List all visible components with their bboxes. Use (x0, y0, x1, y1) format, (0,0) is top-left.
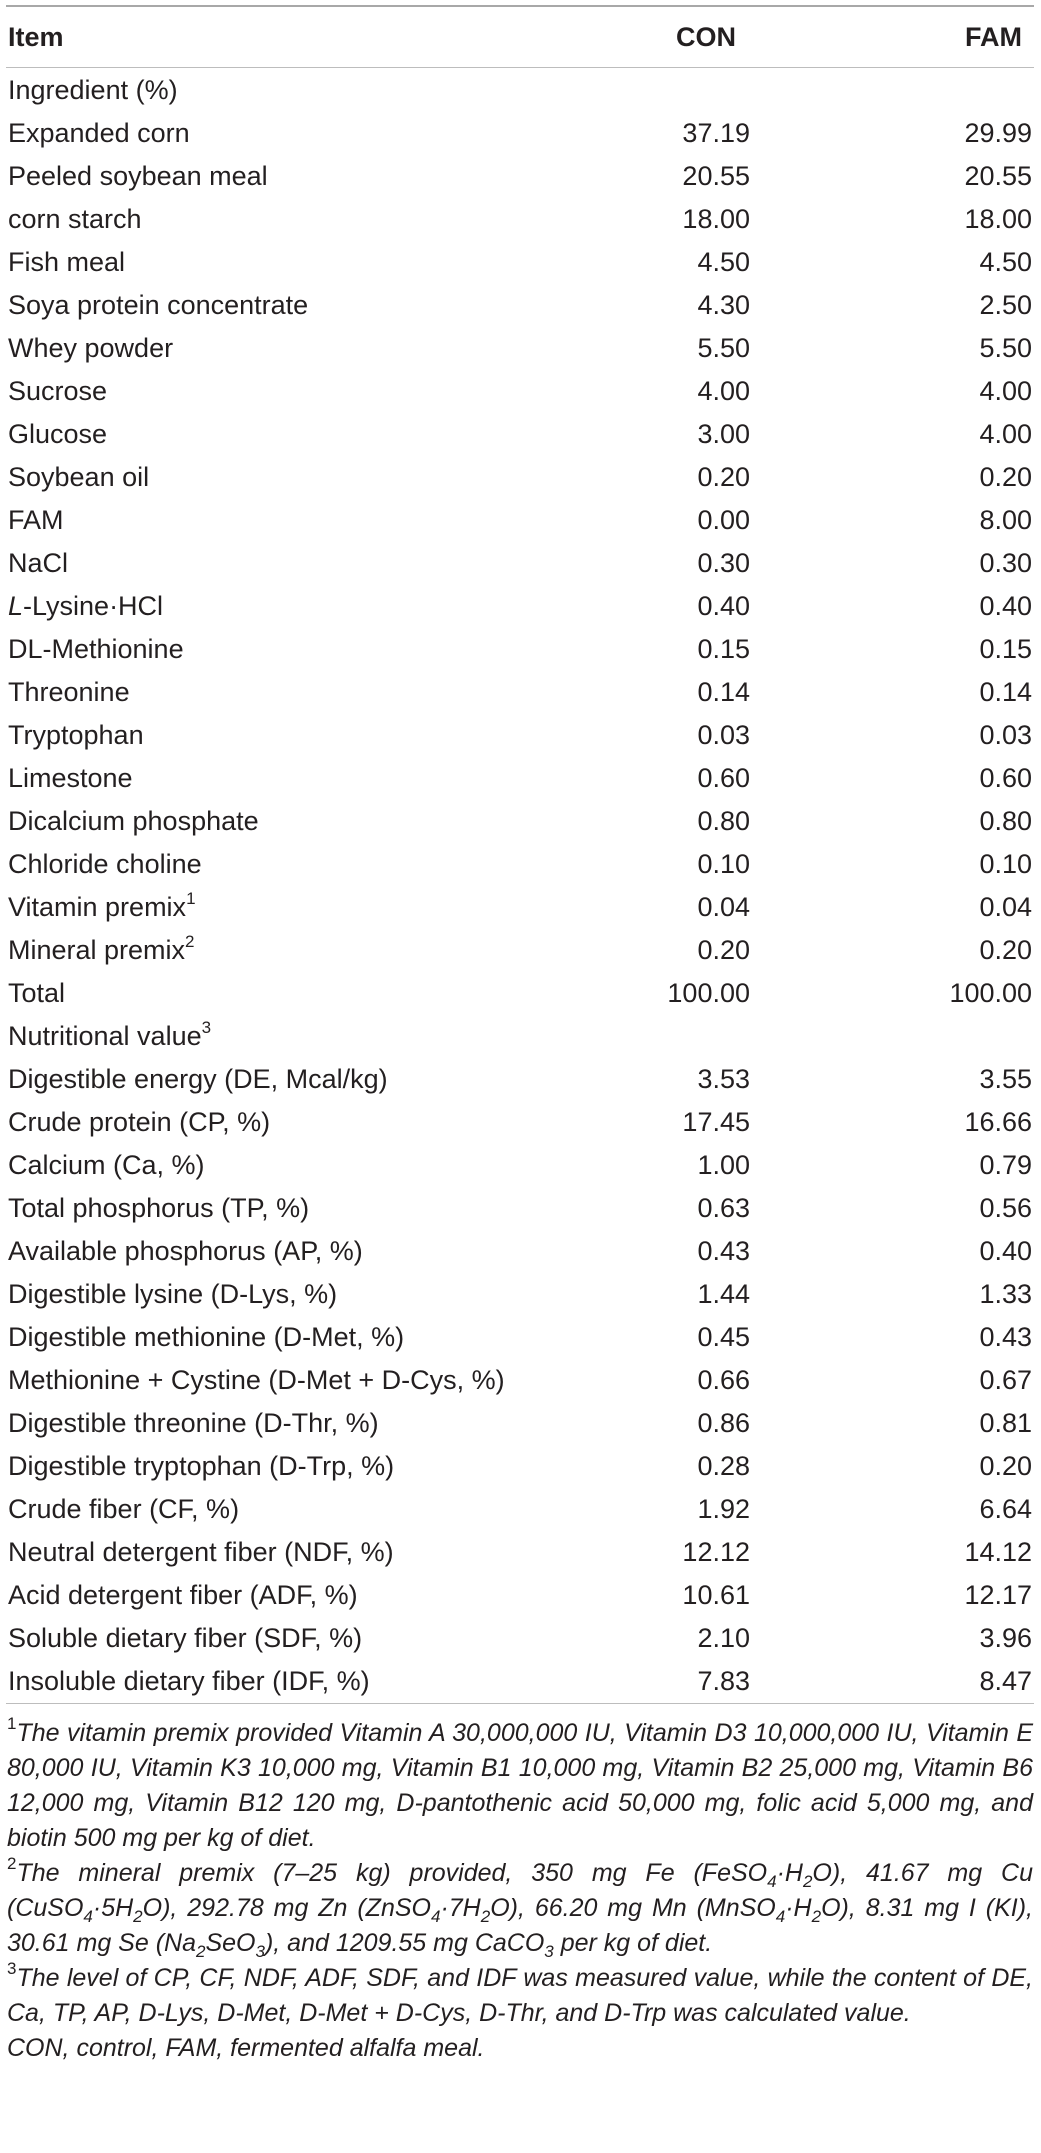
row-item-label: Glucose (8, 419, 108, 449)
row-fam-value: 0.80 (979, 806, 1033, 836)
row-fam-value: 18.00 (964, 204, 1033, 234)
subscript: 3 (255, 1942, 265, 1961)
subscript: 4 (775, 1907, 786, 1926)
section-row-nutritional (6, 1015, 1034, 1058)
row-item-name (6, 1402, 606, 1445)
table-row (6, 585, 1034, 628)
row-con-value: 10.61 (682, 1580, 750, 1610)
row-item-name (6, 1187, 606, 1230)
row-item-name (6, 1617, 606, 1660)
footnote-1-marker: 1 (7, 1713, 17, 1733)
diet-composition-table (6, 7, 1034, 67)
row-item-name (6, 671, 606, 714)
row-item-label: Soluble dietary fiber (SDF, %) (8, 1623, 363, 1653)
row-item-name (6, 1359, 606, 1402)
row-con-value: 0.66 (697, 1365, 750, 1395)
table-row (6, 499, 1034, 542)
row-con-value: 20.55 (682, 161, 750, 191)
row-fam-value: 0.81 (979, 1408, 1033, 1438)
row-con-value: 3.53 (697, 1064, 750, 1094)
footnote-ref: 1 (186, 889, 196, 908)
row-item-label: Total (8, 978, 66, 1008)
row-item-name (6, 370, 606, 413)
row-item-name (6, 585, 606, 628)
row-item-label: Soya protein concentrate (8, 290, 309, 320)
table-row (6, 628, 1034, 671)
table-row (6, 1574, 1034, 1617)
row-con-value: 0.28 (697, 1451, 750, 1481)
subscript: 4 (767, 1872, 777, 1891)
table-row (6, 800, 1034, 843)
row-item-name (6, 327, 606, 370)
row-item-label: Soybean oil (8, 462, 150, 492)
table-row (6, 1445, 1034, 1488)
table-row (6, 1660, 1034, 1703)
row-item-label: Neutral detergent fiber (NDF, %) (8, 1537, 394, 1567)
row-item-name (6, 499, 606, 542)
table-row (6, 1058, 1034, 1101)
row-fam-value: 0.30 (979, 548, 1033, 578)
row-fam-value: 0.04 (979, 892, 1033, 922)
row-item-name (6, 284, 606, 327)
row-item-name (6, 241, 606, 284)
section-label-text: Nutritional value (8, 1021, 202, 1051)
row-item-label: Chloride choline (8, 849, 202, 879)
row-con-value: 18.00 (682, 204, 750, 234)
row-con-value: 0.43 (697, 1236, 750, 1266)
row-con-value: 0.30 (697, 548, 750, 578)
row-con-value: 0.00 (697, 505, 750, 535)
row-item-name (6, 714, 606, 757)
row-con-value: 37.19 (682, 118, 750, 148)
table-row (6, 327, 1034, 370)
row-con-value: 0.10 (697, 849, 750, 879)
footnote-2-text-a: The mineral premix (7–25 kg) provided, 350 mg Fe (FeSO (16, 1859, 768, 1887)
row-con-value: 0.86 (697, 1408, 750, 1438)
row-con-value: 4.00 (697, 376, 750, 406)
row-con-value: 0.80 (697, 806, 750, 836)
row-item-label: Available phosphorus (AP, %) (8, 1236, 363, 1266)
footnote-2-marker: 2 (7, 1853, 17, 1873)
footnote-2-text-f: ·7H (440, 1894, 481, 1922)
row-item-label: -Lysine·HCl (23, 591, 164, 621)
row-fam-value: 3.55 (979, 1064, 1033, 1094)
row-con-value: 0.03 (697, 720, 750, 750)
table-row (6, 198, 1034, 241)
row-item-label: Vitamin premix (8, 892, 187, 922)
row-con-value: 0.60 (697, 763, 750, 793)
row-item-name (6, 1445, 606, 1488)
row-item-name (6, 155, 606, 198)
row-con-value: 100.00 (667, 978, 750, 1008)
row-item-name (6, 413, 606, 456)
row-fam-value: 14.12 (964, 1537, 1033, 1567)
subscript: 2 (811, 1907, 822, 1926)
row-item-name (6, 1058, 606, 1101)
row-fam-value: 5.50 (979, 333, 1033, 363)
abbreviations-note: CON, control, FAM, fermented alfalfa meal. (7, 2034, 485, 2062)
row-item-name (6, 1660, 606, 1703)
table-row (6, 1359, 1034, 1402)
row-item-label: Methionine + Cystine (D-Met + D-Cys, %) (8, 1365, 505, 1395)
row-item-label: FAM (8, 505, 64, 535)
table-container (6, 5, 1034, 2066)
table-row (6, 1402, 1034, 1445)
row-item-name (6, 1488, 606, 1531)
table-row (6, 370, 1034, 413)
row-item-name (6, 1144, 606, 1187)
row-fam-value: 4.00 (979, 376, 1033, 406)
row-item-label: Digestible lysine (D-Lys, %) (8, 1279, 338, 1309)
table-row (6, 886, 1034, 929)
footnote-1 (7, 1713, 1033, 1856)
row-item-label: Limestone (8, 763, 133, 793)
table-row (6, 1144, 1034, 1187)
row-item-label: Whey powder (8, 333, 174, 363)
row-con-value: 2.10 (697, 1623, 750, 1653)
table-row (6, 1316, 1034, 1359)
table-row (6, 456, 1034, 499)
row-fam-value: 0.03 (979, 720, 1033, 750)
row-item-name (6, 198, 606, 241)
footnotes (6, 1713, 1033, 2066)
row-item-label: Sucrose (8, 376, 108, 406)
footnote-2-text-k: ), and 1209.55 mg CaCO (264, 1929, 545, 1957)
row-con-value: 0.20 (697, 935, 750, 965)
row-fam-value: 16.66 (964, 1107, 1033, 1137)
table-row (6, 1230, 1034, 1273)
row-con-value: 4.30 (697, 290, 750, 320)
table-row (6, 1531, 1034, 1574)
row-item-label: Digestible methionine (D-Met, %) (8, 1322, 405, 1352)
table-row (6, 757, 1034, 800)
row-item-label: Total phosphorus (TP, %) (8, 1193, 310, 1223)
table-row (6, 413, 1034, 456)
row-item-label: Mineral premix (8, 935, 186, 965)
row-item-name (6, 456, 606, 499)
footnote-3 (7, 1958, 1033, 2031)
row-item-label: Digestible threonine (D-Thr, %) (8, 1408, 379, 1438)
row-fam-value: 0.10 (979, 849, 1033, 879)
row-item-name (6, 1574, 606, 1617)
row-item-name (6, 1531, 606, 1574)
row-con-value: 5.50 (697, 333, 750, 363)
row-fam-value: 0.20 (979, 935, 1033, 965)
row-item-name (6, 1101, 606, 1144)
header-fam: FAM (965, 21, 1022, 52)
row-item-name (6, 972, 606, 1015)
section-label-nutritional (6, 1015, 1034, 1058)
row-item-label: Crude fiber (CF, %) (8, 1494, 240, 1524)
row-item-label: DL-Methionine (8, 634, 184, 664)
table-row (6, 1187, 1034, 1230)
subscript: 2 (196, 1942, 206, 1961)
row-fam-value: 0.43 (979, 1322, 1033, 1352)
table-row (6, 1617, 1034, 1660)
row-item-label: Tryptophan (8, 720, 144, 750)
table-row (6, 155, 1034, 198)
row-item-label: Digestible tryptophan (D-Trp, %) (8, 1451, 395, 1481)
row-fam-value: 0.20 (979, 1451, 1033, 1481)
table-row (6, 714, 1034, 757)
row-fam-value: 0.40 (979, 1236, 1033, 1266)
footnote-2-text-b: ·H (776, 1859, 803, 1887)
row-fam-value: 100.00 (949, 978, 1033, 1008)
footnote-ref: 2 (185, 932, 195, 951)
table-row (6, 1101, 1034, 1144)
row-con-value: 0.20 (697, 462, 750, 492)
row-item-name (6, 1230, 606, 1273)
row-con-value: 0.40 (697, 591, 750, 621)
row-item-label: NaCl (8, 548, 69, 578)
row-fam-value: 12.17 (964, 1580, 1033, 1610)
row-fam-value: 0.56 (979, 1193, 1033, 1223)
row-fam-value: 0.79 (979, 1150, 1033, 1180)
row-con-value: 12.12 (682, 1537, 750, 1567)
section-label-ingredient: Ingredient (%) (8, 74, 178, 105)
footnote-3-text: The level of CP, CF, NDF, ADF, SDF, and IDF was measured value, while the content of DE, Ca, TP, AP, D-Lys, D-Met, D-Met + D-Cys, D-Thr, and D-Trp was calculated value. (7, 1964, 1033, 2027)
footnote-2-text-j: SeO (205, 1929, 256, 1957)
row-item-name (6, 757, 606, 800)
row-item-label: Crude protein (CP, %) (8, 1107, 271, 1137)
diet-composition-body (6, 68, 1034, 1703)
table-row (6, 542, 1034, 585)
row-con-value: 1.44 (697, 1279, 750, 1309)
row-fam-value: 4.00 (979, 419, 1033, 449)
table-row (6, 843, 1034, 886)
subscript: 4 (430, 1907, 441, 1926)
row-item-name (6, 886, 606, 929)
table-row (6, 1273, 1034, 1316)
footnote-2-text-h: ·H (785, 1894, 812, 1922)
footnote-2-text-c: O), 41.67 mg Cu (CuSO (7, 1859, 1033, 1922)
table-row (6, 1488, 1034, 1531)
row-item-name (6, 628, 606, 671)
footnote-ref: 3 (201, 1018, 212, 1037)
row-item-name (6, 843, 606, 886)
row-item-name (6, 1273, 606, 1316)
bottom-rule (6, 1703, 1034, 1704)
table-row (6, 972, 1034, 1015)
subscript: 2 (133, 1907, 143, 1926)
footnote-1-text: The vitamin premix provided Vitamin A 30,000,000 IU, Vitamin D3 10,000,000 IU, Vitamin E 80,000 IU, Vitamin K3 10,000 mg, Vitamin B1 10,000 mg, Vitamin B2 25,000 mg, Vitamin B6 12,000 mg, Vitamin B12 120 mg, D-pantothenic acid 50,000 mg, folic acid 5,000 mg, and biotin 500 mg per kg of diet. (7, 1719, 1033, 1852)
row-fam-value: 20.55 (964, 161, 1033, 191)
row-item-name (6, 929, 606, 972)
footnote-2-text-e: O), 292.78 mg Zn (ZnSO (142, 1894, 431, 1922)
table-row (6, 929, 1034, 972)
row-item-name (6, 800, 606, 843)
row-con-value: 1.00 (697, 1150, 750, 1180)
header-row (6, 7, 1034, 67)
row-fam-value: 29.99 (964, 118, 1033, 148)
row-con-value: 4.50 (697, 247, 750, 277)
row-item-label: Dicalcium phosphate (8, 806, 259, 836)
subscript: 2 (802, 1872, 813, 1891)
row-con-value: 3.00 (697, 419, 750, 449)
footnote-2-text-g: O), 66.20 mg Mn (MnSO (490, 1894, 776, 1922)
row-fam-value: 0.67 (979, 1365, 1033, 1395)
row-fam-value: 0.14 (979, 677, 1033, 707)
row-item-name (6, 542, 606, 585)
footnote-3-marker: 3 (7, 1958, 17, 1978)
row-fam-value: 0.20 (979, 462, 1033, 492)
row-item-label: Fish meal (8, 247, 126, 277)
row-fam-value: 1.33 (979, 1279, 1033, 1309)
row-con-value: 17.45 (682, 1107, 750, 1137)
header-con: CON (676, 21, 736, 52)
footnote-2-text-i: O), 8.31 mg I (KI), 30.61 mg Se (Na (7, 1894, 1033, 1957)
row-item-label: corn starch (8, 204, 142, 234)
table-row (6, 241, 1034, 284)
row-item-label: Acid detergent fiber (ADF, %) (8, 1580, 358, 1610)
table-row (6, 112, 1034, 155)
row-item-prefix: L (8, 591, 24, 621)
table-row (6, 284, 1034, 327)
row-item-label: Digestible energy (DE, Mcal/kg) (8, 1064, 388, 1094)
row-con-value: 0.04 (697, 892, 750, 922)
row-item-label: Calcium (Ca, %) (8, 1150, 205, 1180)
row-fam-value: 8.00 (979, 505, 1033, 535)
header-item: Item (8, 21, 64, 52)
row-con-value: 0.15 (697, 634, 750, 664)
row-fam-value: 2.50 (979, 290, 1033, 320)
row-fam-value: 3.96 (979, 1623, 1033, 1653)
row-item-label: Insoluble dietary fiber (IDF, %) (8, 1666, 370, 1696)
subscript: 3 (544, 1942, 554, 1961)
row-item-name (6, 112, 606, 155)
footnote-2-text-d: ·5H (92, 1894, 134, 1922)
row-fam-value: 6.64 (979, 1494, 1033, 1524)
footnote-2-text-l: per kg of diet. (553, 1929, 713, 1957)
row-item-label: Expanded corn (8, 118, 190, 148)
table-row (6, 671, 1034, 714)
row-fam-value: 8.47 (979, 1666, 1033, 1696)
row-con-value: 0.14 (697, 677, 750, 707)
row-item-label: Threonine (8, 677, 130, 707)
subscript: 2 (480, 1907, 491, 1926)
subscript: 4 (83, 1907, 93, 1926)
row-con-value: 0.63 (697, 1193, 750, 1223)
row-fam-value: 0.60 (979, 763, 1033, 793)
row-item-name (6, 1316, 606, 1359)
row-fam-value: 4.50 (979, 247, 1033, 277)
row-con-value: 0.45 (697, 1322, 750, 1352)
row-fam-value: 0.40 (979, 591, 1033, 621)
row-con-value: 7.83 (697, 1666, 750, 1696)
row-item-label: Peeled soybean meal (8, 161, 268, 191)
footnote-2 (7, 1853, 1033, 1961)
row-fam-value: 0.15 (979, 634, 1033, 664)
section-row-ingredient (6, 68, 1034, 112)
row-con-value: 1.92 (697, 1494, 750, 1524)
